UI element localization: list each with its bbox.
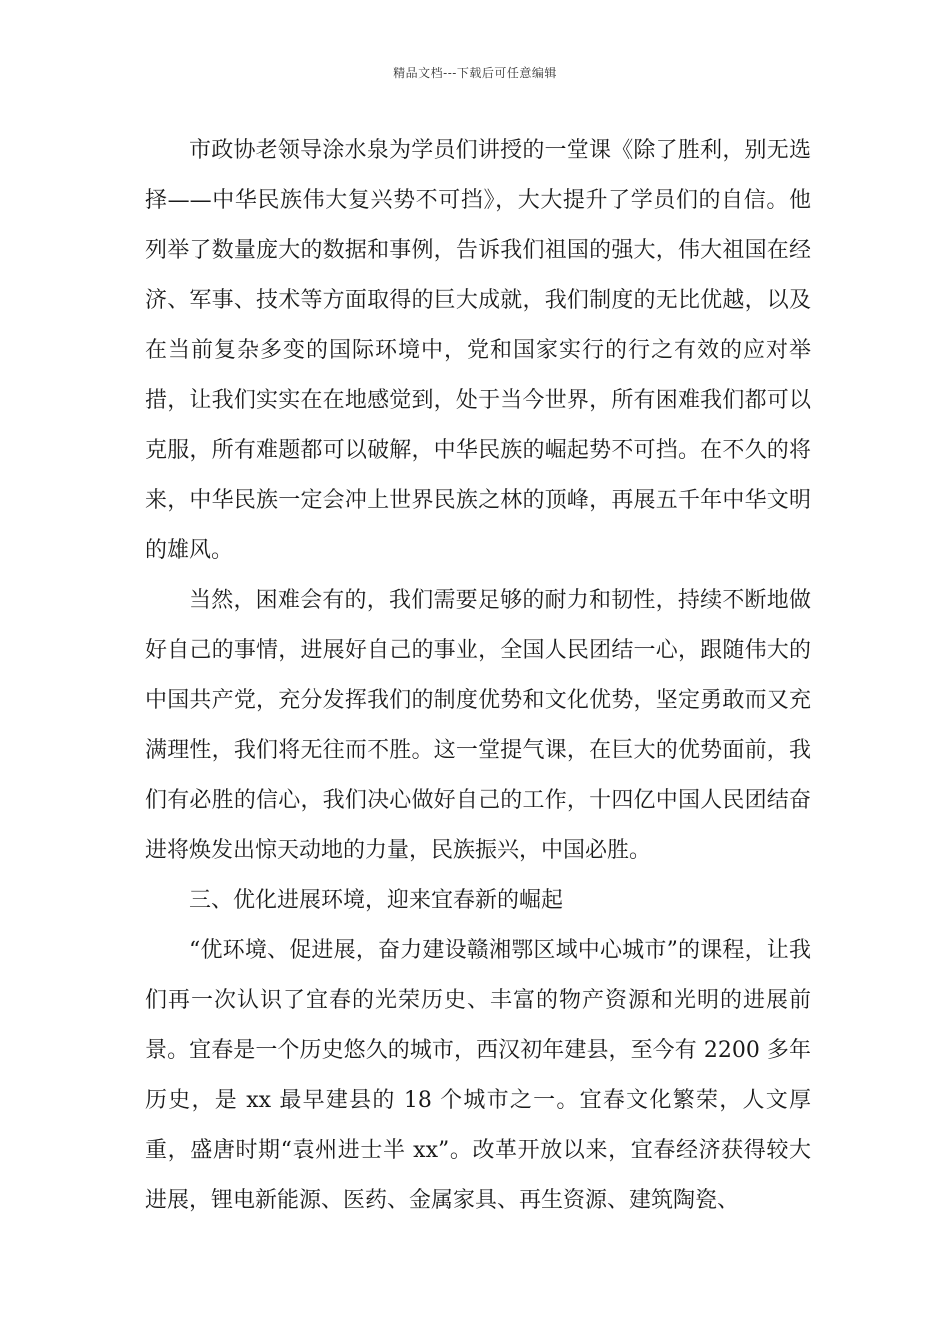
paragraph-difficulties: 当然，困难会有的，我们需要足够的耐力和韧性，持续不断地做好自己的事情，进展好自己的事业，全国人民团结一心，跟随伟大的中国共产党，充分发挥我们的制度优势和文化优势，坚定勇敢而又充满理性，我们将无往而不胜。这一堂提气课，在巨大的优势面前，我们有必胜的信心，我们决心做好自己的工作，十四亿中国人民团结奋进将焕发出惊天动地的力量，民族振兴，中国必胜。 bbox=[145, 588, 811, 863]
paragraph-yichun-development: “优环境、促进展，奋力建设赣湘鄂区域中心城市”的课程，让我们再一次认识了宜春的光荣历史、丰富的物产资源和光明的进展前景。宜春是一个历史悠久的城市，西汉初年建县，至今有 2200 多年历史，是 xx 最早建县的 18 个城市之一。宜春文化繁荣，人文厚重，盛唐时期“袁州进士半 xx”。改革开放以来，宜春经济获得较大进展，锂电新能源、医药、金属家具、再生资源、建筑陶瓷、 bbox=[145, 938, 811, 1213]
paragraph-lecture-confidence: 市政协老领导涂水泉为学员们讲授的一堂课《除了胜利，别无选择——中华民族伟大复兴势不可挡》，大大提升了学员们的自信。他列举了数量庞大的数据和事例，告诉我们祖国的强大，伟大祖国在经济、军事、技术等方面取得的巨大成就，我们制度的无比优越，以及在当前复杂多变的国际环境中，党和国家实行的行之有效的应对举措，让我们实实在在地感觉到，处于当今世界，所有困难我们都可以克服，所有难题都可以破解，中华民族的崛起势不可挡。在不久的将来，中华民族一定会冲上世界民族之林的顶峰，再展五千年中华文明的雄风。 bbox=[145, 138, 811, 563]
page-header: 精品文档---下载后可任意编辑 bbox=[393, 66, 557, 80]
section-heading-3: 三、优化进展环境，迎来宜春新的崛起 bbox=[189, 888, 564, 913]
document-body bbox=[145, 126, 811, 1226]
